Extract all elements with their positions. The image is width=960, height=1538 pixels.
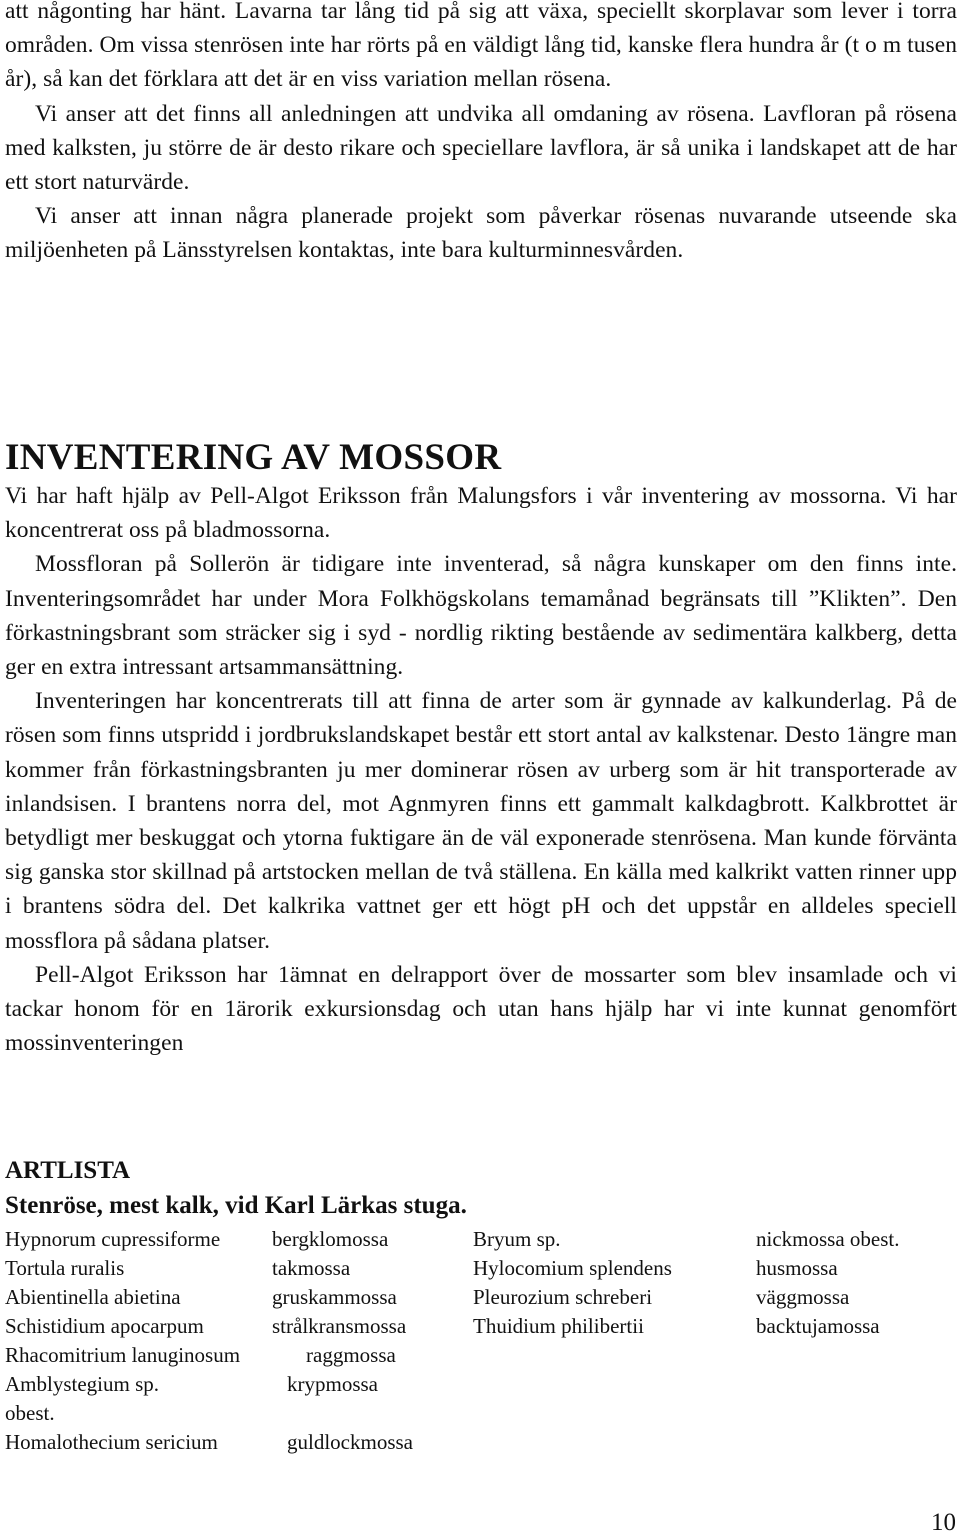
- species-swedish: raggmossa: [306, 1343, 396, 1367]
- species-latin: Abientinella abietina: [5, 1285, 181, 1309]
- species-latin: Pleurozium schreberi: [473, 1285, 653, 1309]
- species-swedish: takmossa: [272, 1256, 351, 1280]
- species-latin: Hypnorum cupressiforme: [5, 1227, 221, 1251]
- species-latin: Bryum sp.: [473, 1227, 561, 1251]
- page-number: 10: [931, 1509, 956, 1536]
- species-row: [5, 1370, 957, 1399]
- species-row: [5, 1428, 957, 1457]
- species-swedish: gruskammossa: [272, 1285, 397, 1309]
- species-latin: Amblystegium sp.: [5, 1372, 160, 1396]
- section-heading-mossor: INVENTERING AV MOSSOR: [5, 437, 502, 478]
- species-swedish: krypmossa: [287, 1372, 378, 1396]
- species-swedish: väggmossa: [756, 1285, 850, 1309]
- species-swedish: backtujamossa: [756, 1314, 880, 1338]
- mossor-paragraph-1: Vi har haft hjälp av Pell-Algot Eriksson från Malungsfors i vår inventering av mossorna. Vi har koncentrerat oss på bladmossorna.: [5, 483, 957, 544]
- intro-text: [5, 0, 957, 268]
- species-swedish: bergklomossa: [272, 1227, 389, 1251]
- mossor-text: [5, 479, 957, 1060]
- mossor-paragraph-2: Mossfloran på Sollerön är tidigare inte inventerad, så några kunskaper om den finns inte. Inventeringsområdet har under Mora Folkhögskolans temamånad begränsats till ”Klikten”. Den förkastningsbrant som sträcker sig i syd - nordlig rikting bestående av sedimentära kalkberg, detta ger en extra intressant artsammansättning.: [5, 551, 957, 681]
- species-row: [5, 1283, 957, 1312]
- artlista-heading: ARTLISTA: [5, 1157, 131, 1184]
- species-latin: Schistidium apocarpum: [5, 1314, 204, 1338]
- intro-paragraph-2: Vi anser att det finns all anledningen att undvika all omdaning av rösena. Lavfloran på rösena med kalksten, ju större de är desto rikare och speciellare lavflora, är så unika i landskapet att de har ett stort naturvärde.: [5, 100, 957, 196]
- species-row: [5, 1341, 957, 1370]
- species-latin: Hylocomium splendens: [473, 1256, 672, 1280]
- species-swedish: nickmossa obest.: [756, 1227, 900, 1251]
- species-row: [5, 1399, 957, 1428]
- species-latin: Tortula ruralis: [5, 1256, 125, 1280]
- intro-paragraph-1: att någonting har hänt. Lavarna tar lång tid på sig att växa, speciellt skorplavar som lever i torra områden. Om vissa stenrösen inte har rörts på en väldigt lång tid, kanske flera hundra år (t o m tusen år), så kan det förklara att det är en viss variation mellan rösena.: [5, 0, 957, 93]
- mossor-paragraph-3: Inventeringen har koncentrerats till att finna de arter som är gynnade av kalkunderlag. På de rösen som finns utspridd i jordbrukslandskapet består ett stort antal av kalkstenar. Desto 1ängre man kommer från förkastningsbranten ju mer dominerar rösen av urberg som är hit transporterade av inlandsisen. I brantens norra del, mot Agnmyren finns ett gammalt kalkdagbrott. Kalkbrottet är betydligt mer beskuggat och ytorna fuktigare än de väl exponerade stenrösena. Man kunde förvänta sig ganska stor skillnad på artstocken mellan de två ställena. En källa med kalkrikt vatten rinner upp i brantens södra del. Det kalkrika vattnet ger ett högt pH och det uppstår en alldeles speciell mossflora på sådana platser.: [5, 688, 957, 954]
- species-swedish: strålkransmossa: [272, 1314, 407, 1338]
- intro-paragraph-3: Vi anser att innan några planerade projekt som påverkar rösenas nuvarande utseende ska miljöenheten på Länsstyrelsen kontaktas, inte bara kulturminnesvården.: [5, 203, 957, 264]
- species-row: [5, 1254, 957, 1283]
- species-latin: Rhacomitrium lanuginosum: [5, 1343, 241, 1367]
- mossor-paragraph-4: Pell-Algot Eriksson har 1ämnat en delrapport över de mossarter som blev insamlade och vi tackar honom för en 1ärorik exkursionsdag och utan hans hjälp har vi inte kunnat genomfört mossinventeringen: [5, 961, 957, 1057]
- species-swedish: guldlockmossa: [287, 1430, 413, 1454]
- species-row: [5, 1312, 957, 1341]
- species-row: [5, 1225, 957, 1254]
- species-latin: Thuidium philibertii: [473, 1314, 644, 1338]
- species-latin: obest.: [5, 1401, 55, 1425]
- species-swedish: husmossa: [756, 1256, 838, 1280]
- artlista-subheading: Stenröse, mest kalk, vid Karl Lärkas stuga.: [5, 1192, 467, 1219]
- species-latin: Homalothecium sericium: [5, 1430, 218, 1454]
